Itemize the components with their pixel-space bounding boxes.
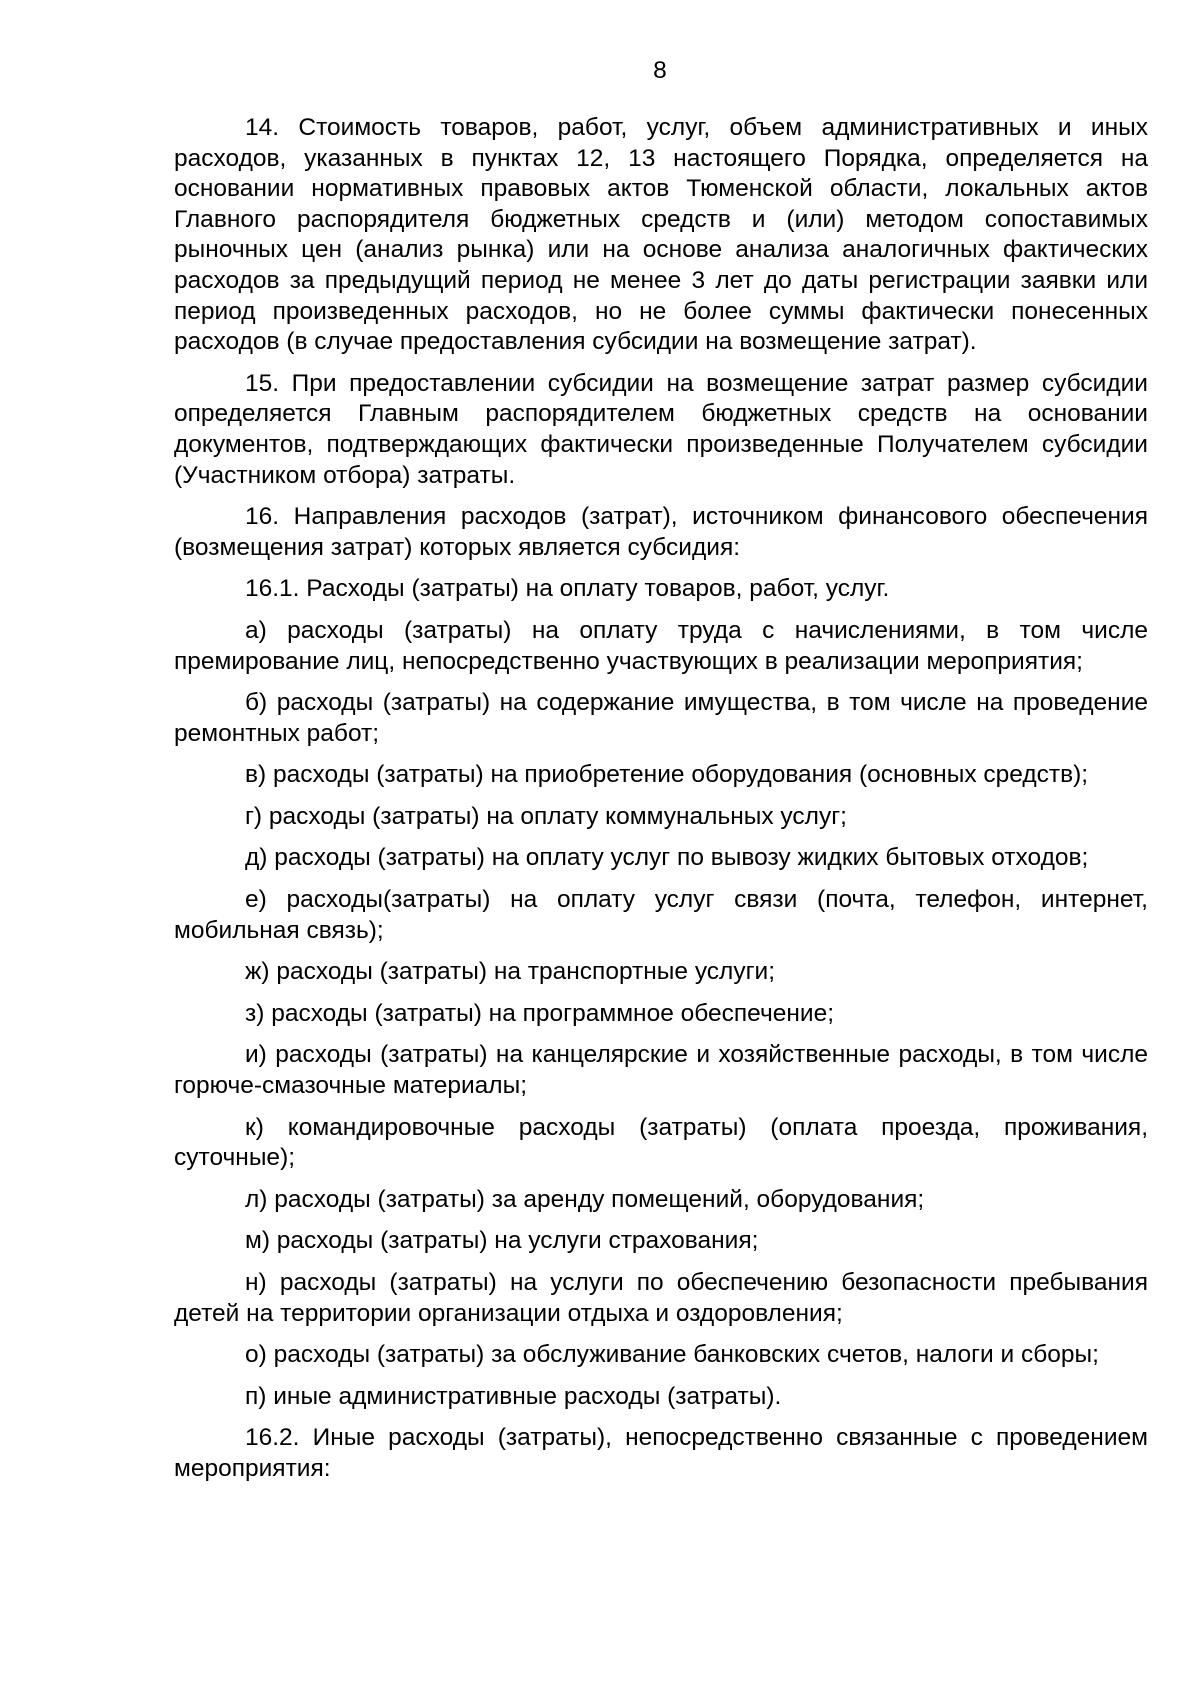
list-item-z: з) расходы (затраты) на программное обеспечение; [245,999,835,1027]
paragraph-14: 14. Стоимость товаров, работ, услуг, объем административных и иных расходов, указанных в пунктах 12, 13 настоящего Порядка, определяется на основании нормативных правовых актов Тюменской области, локальных актов Главного распорядителя бюджетных средств и (или) методом сопоставимых рыночных цен (анализ рынка) или на основе анализа аналогичных фактических расходов за предыдущий период не менее 3 лет до даты регистрации заявки или период произведенных расходов, но не более суммы фактически понесенных расходов (в случае предоставления субсидии на возмещение затрат). [174,114,1148,356]
list-item-zh: ж) расходы (затраты) на транспортные услуги; [245,958,776,986]
list-item-g: г) расходы (затраты) на оплату коммунальных услуг; [245,802,847,830]
list-item-p: п) иные административные расходы (затраты). [245,1382,782,1410]
list-item-a: а) расходы (затраты) на оплату труда с начислениями, в том числе премирование лиц, непосредственно участвующих в реализации мероприятия; [174,616,1148,675]
paragraph-16-2: 16.2. Иные расходы (затраты), непосредственно связанные с проведением мероприятия: [174,1424,1148,1482]
list-item-m: м) расходы (затраты) на услуги страхования; [245,1227,759,1255]
list-item-n: н) расходы (затраты) на услуги по обеспечению безопасности пребывания детей на территории организации отдыха и оздоровления; [174,1269,1148,1327]
list-item-i: и) расходы (затраты) на канцелярские и хозяйственные расходы, в том числе горюче-смазочные материалы; [174,1041,1148,1100]
list-item-b: б) расходы (затраты) на содержание имущества, в том числе на проведение ремонтных работ; [174,689,1148,747]
document-body [174,113,1148,1496]
paragraph-16-1: 16.1. Расходы (затраты) на оплату товаров, работ, услуг. [245,575,890,603]
list-item-d: д) расходы (затраты) на оплату услуг по вывозу жидких бытовых отходов; [245,844,1089,872]
list-item-l: л) расходы (затраты) за аренду помещений, оборудования; [245,1185,925,1213]
list-item-k: к) командировочные расходы (затраты) (оплата проезда, проживания, суточные); [174,1113,1148,1172]
paragraph-15: 15. При предоставлении субсидии на возмещение затрат размер субсидии определяется Главным распорядителем бюджетных средств на основании документов, подтверждающих фактически произведенные Получателем субсидии (Участником отбора) затраты. [174,369,1148,489]
page-number: 8 [653,57,667,84]
list-item-o: о) расходы (затраты) за обслуживание банковских счетов, налоги и сборы; [245,1341,1099,1369]
paragraph-16: 16. Направления расходов (затрат), источником финансового обеспечения (возмещения затрат) которых является субсидия: [174,503,1148,561]
list-item-e: е) расходы(затраты) на оплату услуг связи (почта, телефон, интернет, мобильная связь); [174,886,1148,944]
list-item-v: в) расходы (затраты) на приобретение оборудования (основных средств); [245,761,1089,789]
